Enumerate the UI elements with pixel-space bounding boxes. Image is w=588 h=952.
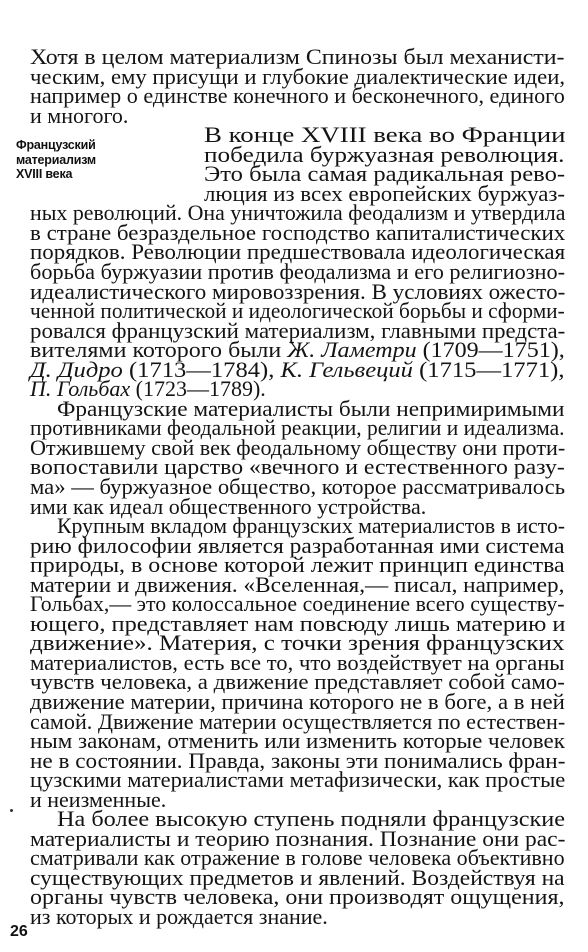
page-number: 26 xyxy=(10,923,28,940)
print-speck xyxy=(10,809,13,812)
text-line: Д. Дидро (1713—1784), К. Гельвеций (1715—1771), xyxy=(30,356,565,382)
text-line: движение». Материя, с точки зрения французских xyxy=(30,630,565,656)
margin-heading xyxy=(16,138,96,182)
text-line: материалисты и теорию познания. Познание они рас- xyxy=(30,825,566,851)
text-line: В конце XVIII века во Франции xyxy=(204,122,566,148)
text-line: Хотя в целом материализм Спинозы был механисти- xyxy=(30,44,565,69)
margin-heading-line: XVIII века xyxy=(16,167,73,181)
margin-heading-line: Французский xyxy=(16,138,96,152)
text-line: самой. Движение материи осуществляется по естествен- xyxy=(30,708,566,734)
text-line: ровался французский материализм, главными предста- xyxy=(30,317,566,343)
text-line: ным законам, отменить или изменить которые человек xyxy=(30,728,565,754)
text-line: П. Гольбах (1723—1789). xyxy=(30,376,266,402)
text-line: и неизменные. xyxy=(30,786,167,812)
text-line: Гольбах,— это колоссальное соединение всего существу- xyxy=(30,591,565,617)
person-name: П. Гольбах xyxy=(30,376,131,402)
text-line: например о единстве конечного и бесконечного, единого xyxy=(30,83,565,109)
text-line: ческим, ему присущи и глубокие диалектические идеи, xyxy=(30,63,566,89)
text-line: движение материи, причина которого не в боге, а в ней xyxy=(30,689,565,714)
text-line: противниками феодальной реакции, религии и идеализма. xyxy=(30,415,565,441)
text-line: не в состоянии. Правда, законы эти понимались фран- xyxy=(30,747,566,773)
text-line: сматривали как отражение в голове человека объективно xyxy=(30,845,565,871)
text-line: материалистов, есть все то, что воздействует на органы xyxy=(30,649,565,675)
text-line: вопоставили царство «вечного и естественного разу- xyxy=(30,454,565,480)
text-line: ющего, представляет нам повсюду лишь материю и xyxy=(30,610,566,636)
text-line: Крупным вкладом французских материалистов в исто- xyxy=(57,513,566,539)
person-name: К. Гельвеций xyxy=(280,356,413,382)
text-line: материи и движения. «Вселенная,— писал, например, xyxy=(30,571,565,597)
text-line: люция из всех европейских буржуаз- xyxy=(204,180,566,206)
text-line: природы, в основе которой лежит принцип единства xyxy=(30,552,565,578)
text-line: ных революций. Она уничтожила феодализм и утвердила xyxy=(30,200,566,226)
text-line: Отжившему свой век феодальному обществу они проти- xyxy=(30,434,566,460)
text-line: из которых и рождается знание. xyxy=(30,904,328,929)
text-line: победила буржуазная революция. xyxy=(204,141,565,167)
person-name: Ж. Ламетри xyxy=(287,337,417,363)
margin-heading-line: материализм xyxy=(16,152,96,167)
text-line: существующих предметов и явлений. Воздействуя на xyxy=(30,864,565,890)
text-line: ченной политической и идеологической борьбы и сформи- xyxy=(30,298,565,324)
text-line: в стране безраздельное господство капиталистических xyxy=(30,219,566,245)
text-line: Французские материалисты были непримиримыми xyxy=(57,395,565,421)
text-line: борьба буржуазии против феодализма и его религиозно- xyxy=(30,259,566,284)
text-line: и многого. xyxy=(30,102,129,128)
person-name: Д. Дидро xyxy=(30,356,123,382)
text-line: органы чувств человека, они производят ощущения, xyxy=(30,884,565,910)
text-line: рию философии является разработанная ими система xyxy=(30,532,565,558)
text-line: идеалистического мировоззрения. В условиях ожесто- xyxy=(30,278,566,304)
text-line: Это была самая радикальная рево- xyxy=(204,161,566,187)
text-line: порядков. Революции предшествовала идеологическая xyxy=(30,239,566,265)
text-line: На более высокую ступень подняли французские xyxy=(57,806,565,832)
text-line: цузскими материалистами метафизически, как простые xyxy=(30,767,566,793)
text-line: ими как идеал общественного устройства. xyxy=(30,493,427,519)
text-line: вителями которого были Ж. Ламетри (1709—1751), xyxy=(30,337,565,363)
text-line: ма» — буржуазное общество, которое рассматривалось xyxy=(30,474,566,499)
text-line: чувств человека, а движение представляет собой само- xyxy=(30,669,565,695)
